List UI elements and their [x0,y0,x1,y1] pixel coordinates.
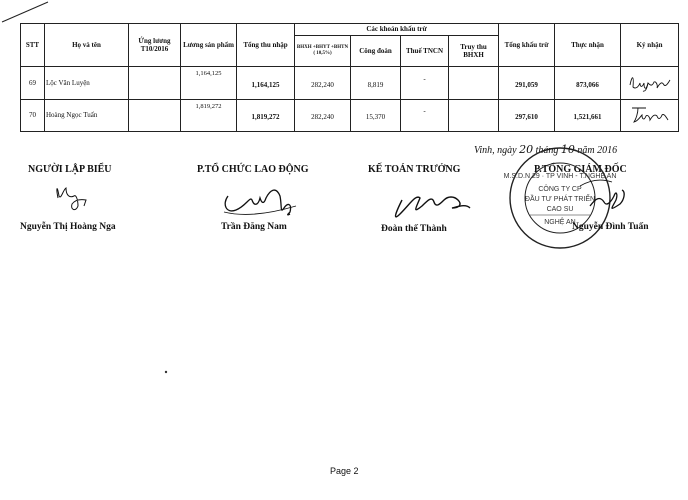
date-suffix: năm 2016 [577,145,618,156]
seal-ring-text: M.S.D.N 29 · TP VINH - T.NGHỆ AN [503,173,617,180]
preparer-title: NGƯỜI LẬP BIỂU [28,164,112,175]
seal-line4: NGHỆ AN [544,219,576,226]
chief-accountant-title: KẾ TOÁN TRƯỞNG [368,164,461,175]
header-thuc-nhan: Thực nhận [555,24,621,67]
signature-thanh-icon [396,197,470,217]
preparer-name: Nguyễn Thị Hoàng Nga [20,222,116,232]
header-tong-thu-nhap: Tổng thu nhập [237,24,295,67]
cell-name: Lộc Văn Luyện [45,67,129,100]
cell-cong-doan-value: 8,819 [367,80,384,89]
cell-tong-khau-tru-value: 297,610 [515,113,538,122]
cell-bhxh-value: 282,240 [311,80,334,89]
cell-luong-sp-value: 1,819,272 [195,102,222,110]
signature-tuan-director-icon [580,180,624,208]
date-prefix: Vinh, ngày [474,145,517,156]
cell-name: Hoàng Ngọc Tuấn [45,100,129,132]
header-khau-tru: Các khoản khấu trừ [295,24,499,36]
cell-thuc-nhan-value: 873,066 [576,80,599,89]
cell-stt: 70 [21,100,45,132]
header-stt: STT [21,24,45,67]
date-mid: tháng [535,145,559,156]
cell-tong-thu-nhap-value: 1,819,272 [251,113,280,122]
cell-luong-sp-value: 1,164,125 [195,70,222,78]
signature-nam-icon [224,190,296,215]
director-title: P.TỔNG GIÁM ĐỐC [534,164,627,175]
scan-speck [165,371,167,373]
seal-line3: CAO SU [546,206,574,213]
cell-tong-thu-nhap-value: 1,164,125 [251,80,280,89]
header-ky-nhan: Ký nhận [621,24,679,67]
date-month: 10 [560,143,575,156]
header-thue: Thuế TNCN [401,36,449,67]
header-cong-doan: Công đoàn [351,36,401,67]
cell-cong-doan-value: 15,370 [365,113,386,122]
cell-thue-value: - [423,107,426,116]
page-number: Page 2 [330,466,359,476]
signature-nga-icon [57,188,86,210]
header-luong-sp: Lương sản phẩm [181,24,237,67]
cell-thue-value: - [423,74,426,83]
cell-bhxh-value: 282,240 [311,113,334,122]
labor-dept-title: P.TỔ CHỨC LAO ĐỘNG [197,164,309,175]
header-bhxh: BHXH +BHYT +BHTN ( 10,5%) [295,36,351,67]
chief-accountant-name: Đoàn thế Thành [381,224,447,234]
cell-tong-khau-tru-value: 291,059 [515,80,538,89]
date-day: 20 [519,143,534,156]
seal-line2: ĐẦU TƯ PHÁT TRIỂN [524,196,596,203]
director-name: Nguyễn Đình Tuấn [572,222,649,232]
header-tong-khau-tru: Tổng khấu trừ [499,24,555,67]
labor-dept-name: Trần Đăng Nam [221,222,287,232]
cell-stt: 69 [21,67,45,100]
header-ung-luong: Ứng lương T10/2016 [129,24,181,67]
header-ho-ten: Họ và tên [45,24,129,67]
header-truy-thu: Truy thu BHXH [449,36,499,67]
cell-thuc-nhan-value: 1,521,661 [573,113,602,122]
seal-line1: CÔNG TY CP [538,186,582,193]
